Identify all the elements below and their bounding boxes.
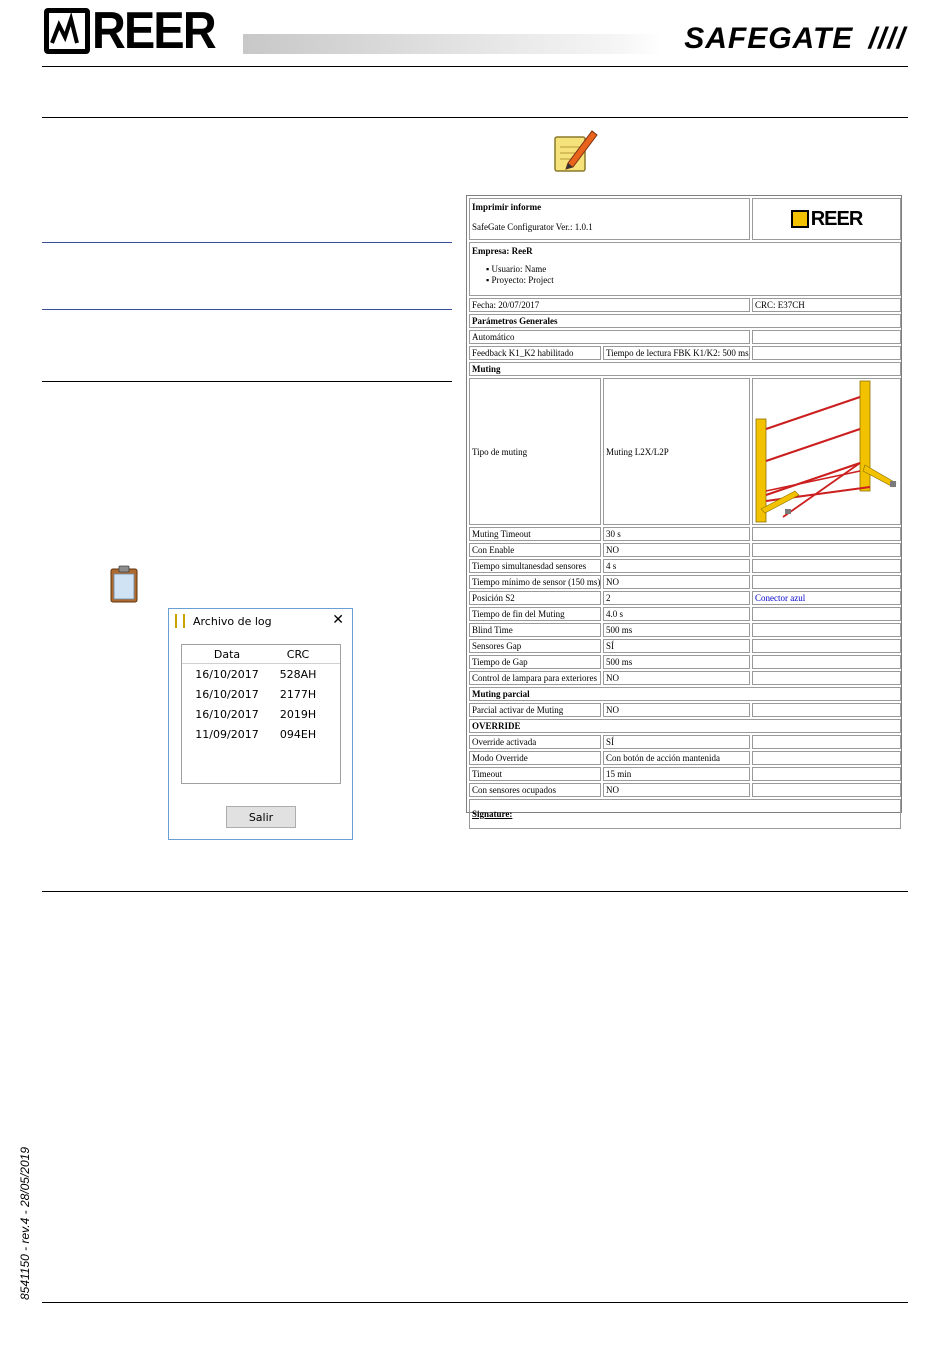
date-cell: Fecha: 20/07/2017 bbox=[469, 298, 750, 312]
user-item: ▪ Usuario: Name bbox=[486, 264, 547, 274]
brand-name: REER bbox=[92, 2, 215, 60]
row-value: NO bbox=[603, 703, 750, 717]
row-label: Tiempo de Gap bbox=[469, 655, 601, 669]
document-reference: 8541150 - rev.4 - 28/05/2019 bbox=[18, 1147, 32, 1300]
crc-cell: CRC: E37CH bbox=[752, 298, 901, 312]
row-label: Con sensores ocupados bbox=[469, 783, 601, 797]
automatic-extra bbox=[752, 330, 901, 344]
report-row bbox=[469, 751, 901, 765]
log-crc: 094EH bbox=[279, 727, 317, 741]
partial-rows bbox=[469, 703, 901, 717]
exit-button[interactable]: Salir bbox=[226, 806, 296, 828]
row-label: Con Enable bbox=[469, 543, 601, 557]
feedback-cell: Feedback K1_K2 habilitado bbox=[469, 346, 601, 360]
edit-pencil-icon bbox=[552, 125, 598, 175]
dialog-title: Archivo de log bbox=[193, 615, 272, 628]
row-value: Con botón de acción mantenida bbox=[603, 751, 750, 765]
left-rule-3 bbox=[42, 381, 452, 382]
report-row bbox=[469, 767, 901, 781]
report-row bbox=[469, 527, 901, 541]
row-value: 30 s bbox=[603, 527, 750, 541]
row-label: Tiempo de fin del Muting bbox=[469, 607, 601, 621]
product-mark: //// bbox=[868, 22, 906, 55]
log-row[interactable] bbox=[182, 724, 340, 744]
report-header-cell bbox=[469, 198, 750, 240]
row-extra bbox=[752, 783, 901, 797]
report-logo-text: REER bbox=[810, 207, 863, 230]
report-row bbox=[469, 607, 901, 621]
section-rule-bottom bbox=[42, 891, 908, 892]
row-value: SÍ bbox=[603, 639, 750, 653]
report-logo-cell bbox=[752, 198, 901, 240]
row-extra: Conector azul bbox=[752, 591, 901, 605]
automatic-cell: Automático bbox=[469, 330, 750, 344]
report-row bbox=[469, 623, 901, 637]
row-extra bbox=[752, 751, 901, 765]
product-name bbox=[684, 22, 906, 56]
section-rule-top bbox=[42, 117, 908, 118]
row-label: Blind Time bbox=[469, 623, 601, 637]
header-rule bbox=[42, 66, 908, 67]
row-extra bbox=[752, 607, 901, 621]
report-row bbox=[469, 735, 901, 749]
log-row[interactable] bbox=[182, 704, 340, 724]
header-gradient-bar bbox=[243, 34, 663, 54]
log-crc: 2019H bbox=[279, 707, 317, 721]
report-row bbox=[469, 703, 901, 717]
row-extra bbox=[752, 767, 901, 781]
general-params-heading: Parámetros Generales bbox=[469, 314, 901, 328]
row-value: 2 bbox=[603, 591, 750, 605]
row-value: NO bbox=[603, 543, 750, 557]
left-rule-2 bbox=[42, 309, 452, 310]
row-value: NO bbox=[603, 783, 750, 797]
report-row bbox=[469, 655, 901, 669]
row-value: NO bbox=[603, 671, 750, 685]
column-header-crc[interactable]: CRC bbox=[286, 647, 310, 661]
report-version: SafeGate Configurator Ver.: 1.0.1 bbox=[472, 222, 593, 232]
report-row bbox=[469, 575, 901, 589]
row-extra bbox=[752, 735, 901, 749]
reer-logo bbox=[44, 2, 228, 60]
row-extra bbox=[752, 623, 901, 637]
log-date: 16/10/2017 bbox=[195, 687, 259, 701]
log-date: 16/10/2017 bbox=[195, 667, 259, 681]
row-label: Control de lampara para exteriores bbox=[469, 671, 601, 685]
report-row bbox=[469, 559, 901, 573]
row-label: Parcial activar de Muting bbox=[469, 703, 601, 717]
company-cell bbox=[469, 242, 901, 296]
report-row bbox=[469, 543, 901, 557]
log-date: 16/10/2017 bbox=[195, 707, 259, 721]
feedback-time-cell: Tiempo de lectura FBK K1/K2: 500 ms bbox=[603, 346, 750, 360]
row-extra bbox=[752, 655, 901, 669]
row-value: 4 s bbox=[603, 559, 750, 573]
log-dialog bbox=[168, 608, 353, 840]
report-table bbox=[467, 196, 903, 831]
row-label: Timeout bbox=[469, 767, 601, 781]
company-name: Empresa: ReeR bbox=[472, 246, 533, 256]
log-list-header bbox=[182, 645, 340, 664]
project-value: Proyecto: Project bbox=[491, 275, 554, 285]
muting-image-cell bbox=[752, 378, 901, 525]
muting-type-value: Muting L2X/L2P bbox=[603, 378, 750, 525]
report-row bbox=[469, 671, 901, 685]
row-value: NO bbox=[603, 575, 750, 589]
muting-type-label: Tipo de muting bbox=[469, 378, 601, 525]
signature-cell bbox=[469, 799, 901, 829]
log-crc: 528AH bbox=[279, 667, 317, 681]
product-title: SAFEGATE bbox=[684, 22, 854, 55]
user-value: Usuario: Name bbox=[491, 264, 547, 274]
row-extra bbox=[752, 575, 901, 589]
log-row[interactable] bbox=[182, 684, 340, 704]
row-label: Posición S2 bbox=[469, 591, 601, 605]
row-value: SÍ bbox=[603, 735, 750, 749]
row-value: 500 ms bbox=[603, 623, 750, 637]
row-label: Muting Timeout bbox=[469, 527, 601, 541]
muting-rows bbox=[469, 527, 901, 685]
row-label: Sensores Gap bbox=[469, 639, 601, 653]
signature-label: Signature: bbox=[472, 809, 513, 819]
log-date: 11/09/2017 bbox=[195, 727, 259, 741]
clipboard-icon[interactable] bbox=[109, 565, 139, 603]
row-value: 4.0 s bbox=[603, 607, 750, 621]
row-extra bbox=[752, 559, 901, 573]
row-extra bbox=[752, 639, 901, 653]
partial-heading: Muting parcial bbox=[469, 687, 901, 701]
footer-rule bbox=[42, 1302, 908, 1303]
report-row bbox=[469, 639, 901, 653]
row-label: Modo Override bbox=[469, 751, 601, 765]
report-logo-mark-icon bbox=[791, 210, 809, 228]
print-report bbox=[466, 195, 902, 819]
report-title: Imprimir informe bbox=[472, 202, 542, 212]
row-value: 500 ms bbox=[603, 655, 750, 669]
row-label: Override activada bbox=[469, 735, 601, 749]
log-row[interactable] bbox=[182, 664, 340, 684]
muting-heading: Muting bbox=[469, 362, 901, 376]
light-curtain-image bbox=[753, 379, 900, 524]
row-label: Tiempo mínimo de sensor (150 ms) bbox=[469, 575, 601, 589]
column-header-date[interactable]: Data bbox=[213, 647, 241, 661]
report-row bbox=[469, 783, 901, 797]
override-rows bbox=[469, 735, 901, 797]
row-extra bbox=[752, 703, 901, 717]
project-item: ▪ Proyecto: Project bbox=[486, 275, 554, 285]
reer-logo-mark-icon bbox=[44, 8, 90, 54]
feedback-extra bbox=[752, 346, 901, 360]
report-row bbox=[469, 591, 901, 605]
left-rule-1 bbox=[42, 242, 452, 243]
log-list[interactable] bbox=[181, 644, 341, 784]
log-crc: 2177H bbox=[279, 687, 317, 701]
row-value: 15 min bbox=[603, 767, 750, 781]
row-extra bbox=[752, 527, 901, 541]
app-icon bbox=[175, 614, 185, 628]
override-heading: OVERRIDE bbox=[469, 719, 901, 733]
row-extra bbox=[752, 671, 901, 685]
row-label: Tiempo simultanesdad sensores bbox=[469, 559, 601, 573]
close-icon[interactable]: ✕ bbox=[332, 612, 344, 628]
report-logo bbox=[791, 208, 863, 231]
log-rows bbox=[182, 664, 340, 744]
row-extra bbox=[752, 543, 901, 557]
